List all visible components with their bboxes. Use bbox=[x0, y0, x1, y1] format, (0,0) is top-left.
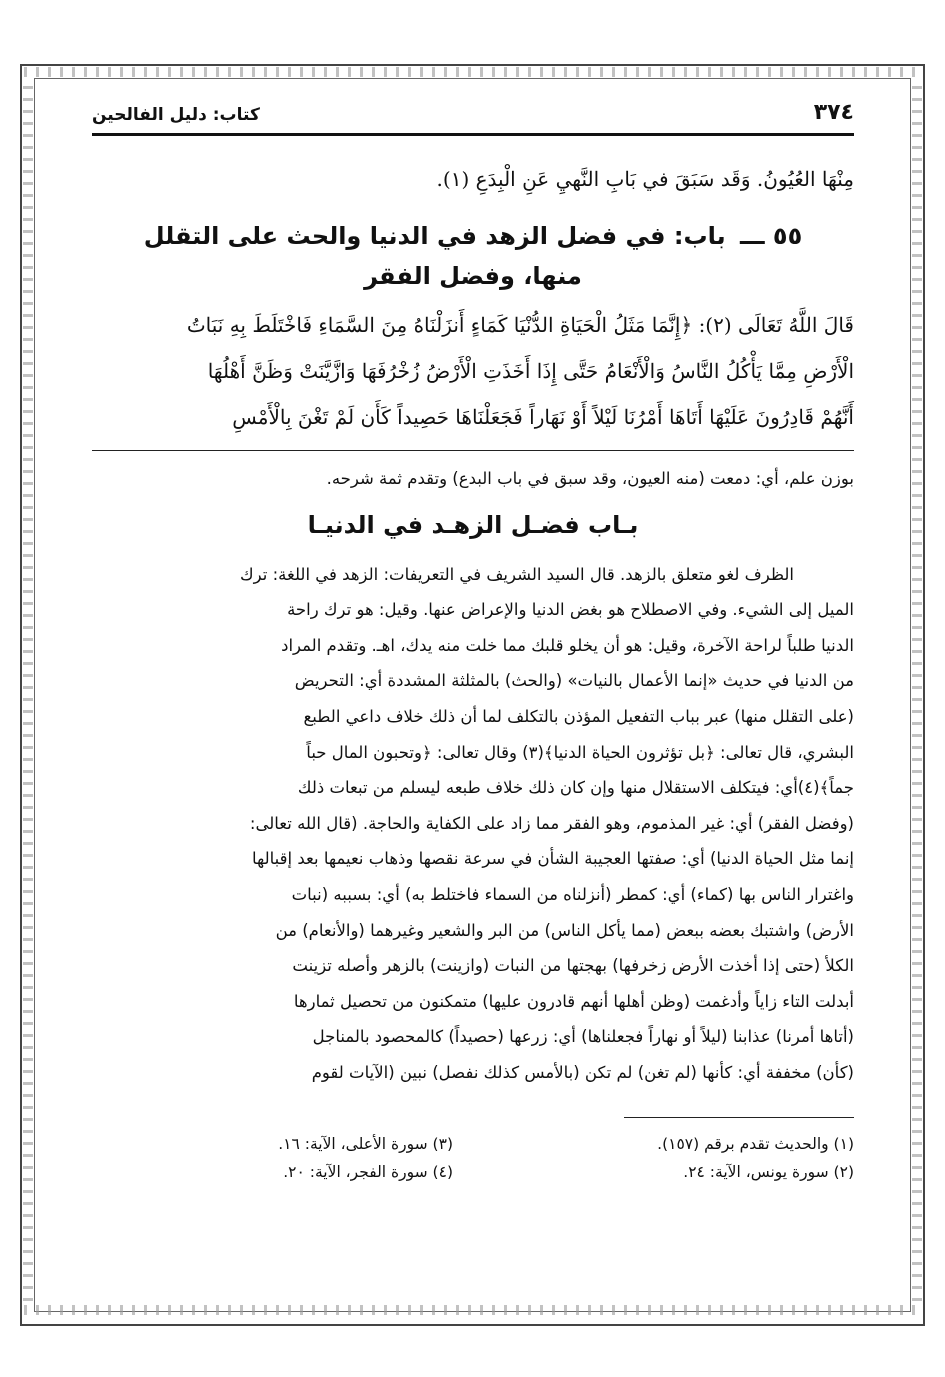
commentary-line: جماً﴾(٤)أي: فيتكلف الاستقلال منها وإن كان ذلك خلاف طبعه ليسلم من تبعات ذلك bbox=[297, 778, 854, 798]
ornament-left bbox=[23, 80, 33, 1301]
ornament-right bbox=[912, 80, 922, 1301]
verse-line: قَالَ اللَّهُ تَعَالَى (٢): ﴿إِنَّمَا مَثَلُ الْحَيَاةِ الدُّنْيَا كَمَاءٍ أَنزَلْنَاهُ مِنَ السَّمَاءِ فَاخْتَلَطَ بِهِ نَبَاتُ bbox=[186, 313, 854, 337]
commentary-line: الأرض) واشتبك بعضه ببعض (مما يأكل الناس) من البر والشعير وغيرهما (والأنعام) من bbox=[275, 920, 854, 940]
page-number: ٣٧٤ bbox=[813, 100, 854, 125]
commentary-block bbox=[92, 557, 854, 1091]
footnote-rule bbox=[624, 1117, 854, 1118]
ornament-bottom bbox=[24, 1305, 921, 1315]
footnotes bbox=[92, 1130, 854, 1186]
verse-line: الْأَرْضِ مِمَّا يَأْكُلُ النَّاسُ وَالْأَنْعَامُ حَتَّى إِذَا أَخَذَتِ الْأَرْضُ زُخْرُفَهَا وَازَّيَّنَتْ وَظَنَّ أَهْلُهَا bbox=[207, 359, 854, 383]
text-commentary-divider bbox=[92, 450, 854, 451]
commentary-line: (وفضل الفقر) أي: غير المذموم، وهو الفقر مما زاد على الكفاية والحاجة. (قال الله تعالى: bbox=[249, 813, 854, 833]
commentary-intro: بوزن علم، أي: دمعت (منه العيون، وقد سبق في باب البدع) وتقدم ثمة شرحه. bbox=[326, 469, 854, 488]
footnote: (١) والحديث تقدم برقم (١٥٧). bbox=[657, 1134, 854, 1153]
commentary-line: البشري، قال تعالى: ﴿بل تؤثرون الحياة الدنيا﴾(٣) وقال تعالى: ﴿وتحبون المال حباً bbox=[306, 742, 854, 762]
commentary-line: الدنيا طلباً لراحة الآخرة، وقيل: هو أن يخلو قلبك مما خلت منه يدك، اهـ. وتقدم المراد bbox=[281, 635, 854, 655]
top-text: مِنْهَا العُيُونُ. وَقَد سَبَقَ في بَابِ النَّهيِ عَنِ الْبِدَعِ (١). bbox=[436, 167, 854, 191]
commentary-line: (أتاها أمرنا) عذابنا (ليلاً أو نهاراً فجعلناها) أي: زرعها (حصيداً) كالمحصود بالمناجل bbox=[312, 1027, 854, 1047]
commentary-line: من الدنيا في حديث «إنما الأعمال بالنيات» (والحث) بالمثلثة المشددة أي: التحريض bbox=[294, 671, 854, 691]
footnote: (٣) سورة الأعلى، الآية: ١٦. bbox=[278, 1134, 453, 1153]
commentary-line: إنما مثل الحياة الدنيا) أي: صفتها العجيبة الشأن في سرعة نقصها وذهاب نعيمها بعد إقبالها bbox=[251, 849, 854, 869]
verse-line: أَنَّهُمْ قَادِرُونَ عَلَيْهَا أَتَاهَا أَمْرُنَا لَيْلاً أَوْ نَهَاراً فَجَعَلْنَاهَا حَصِيداً كَأَن لَمْ تَغْنَ بِالْأَمْسِ bbox=[232, 405, 854, 429]
footnote: (٢) سورة يونس، الآية: ٢٤. bbox=[683, 1162, 854, 1181]
chapter-number: ٥٥ ـــ bbox=[739, 222, 803, 250]
book-title: كتاب: دليل الفالحين bbox=[92, 105, 260, 125]
commentary-line: الظرف لغو متعلق بالزهد. قال السيد الشريف في التعريفات: الزهد في اللغة: ترك bbox=[240, 564, 794, 584]
chapter-heading bbox=[92, 216, 854, 296]
ornament-top bbox=[24, 67, 921, 77]
commentary-line: واغترار الناس بها (كماء) أي: كمطر (أنزلناه من السماء فاختلط به) أي: بسببه (نبات bbox=[291, 884, 854, 904]
section-title: بـاب فضـل الزهـد في الدنيـا bbox=[307, 510, 639, 539]
running-header bbox=[92, 100, 854, 136]
page-content bbox=[92, 100, 854, 1186]
commentary-line: الكلأ (حتى إذا أخذت الأرض زخرفها) بهجتها من النبات (وازينت) بالزهر وأصله تزينت bbox=[292, 956, 854, 976]
chapter-title-line1: باب: في فضل الزهد في الدنيا والحث على التقلل bbox=[143, 222, 726, 250]
footnote: (٤) سورة الفجر، الآية: ٢٠. bbox=[283, 1162, 453, 1181]
verse-block bbox=[92, 302, 854, 440]
commentary-line: (على التقلل منها) عبر بباب التفعيل المؤذن بالتكلف لما أن ذلك خلاف داعي الطبع bbox=[303, 706, 854, 726]
commentary-line: (كأن) مخففة أي: كأنها (لم تغن) لم تكن (بالأمس كذلك نفصل) نبين (الآيات لقوم bbox=[311, 1062, 854, 1082]
commentary-line: الميل إلى الشيء. وفي الاصطلاح هو بغض الدنيا والإعراض عنها. وقيل: هو ترك راحة bbox=[287, 600, 854, 620]
commentary-line: أبدلت التاء زاياً وأدغمت (وظن أهلها أنهم قادرون عليها) متمكنون من تحصيل ثمارها bbox=[293, 991, 854, 1011]
chapter-title-line2: منها، وفضل الفقر bbox=[364, 262, 582, 290]
